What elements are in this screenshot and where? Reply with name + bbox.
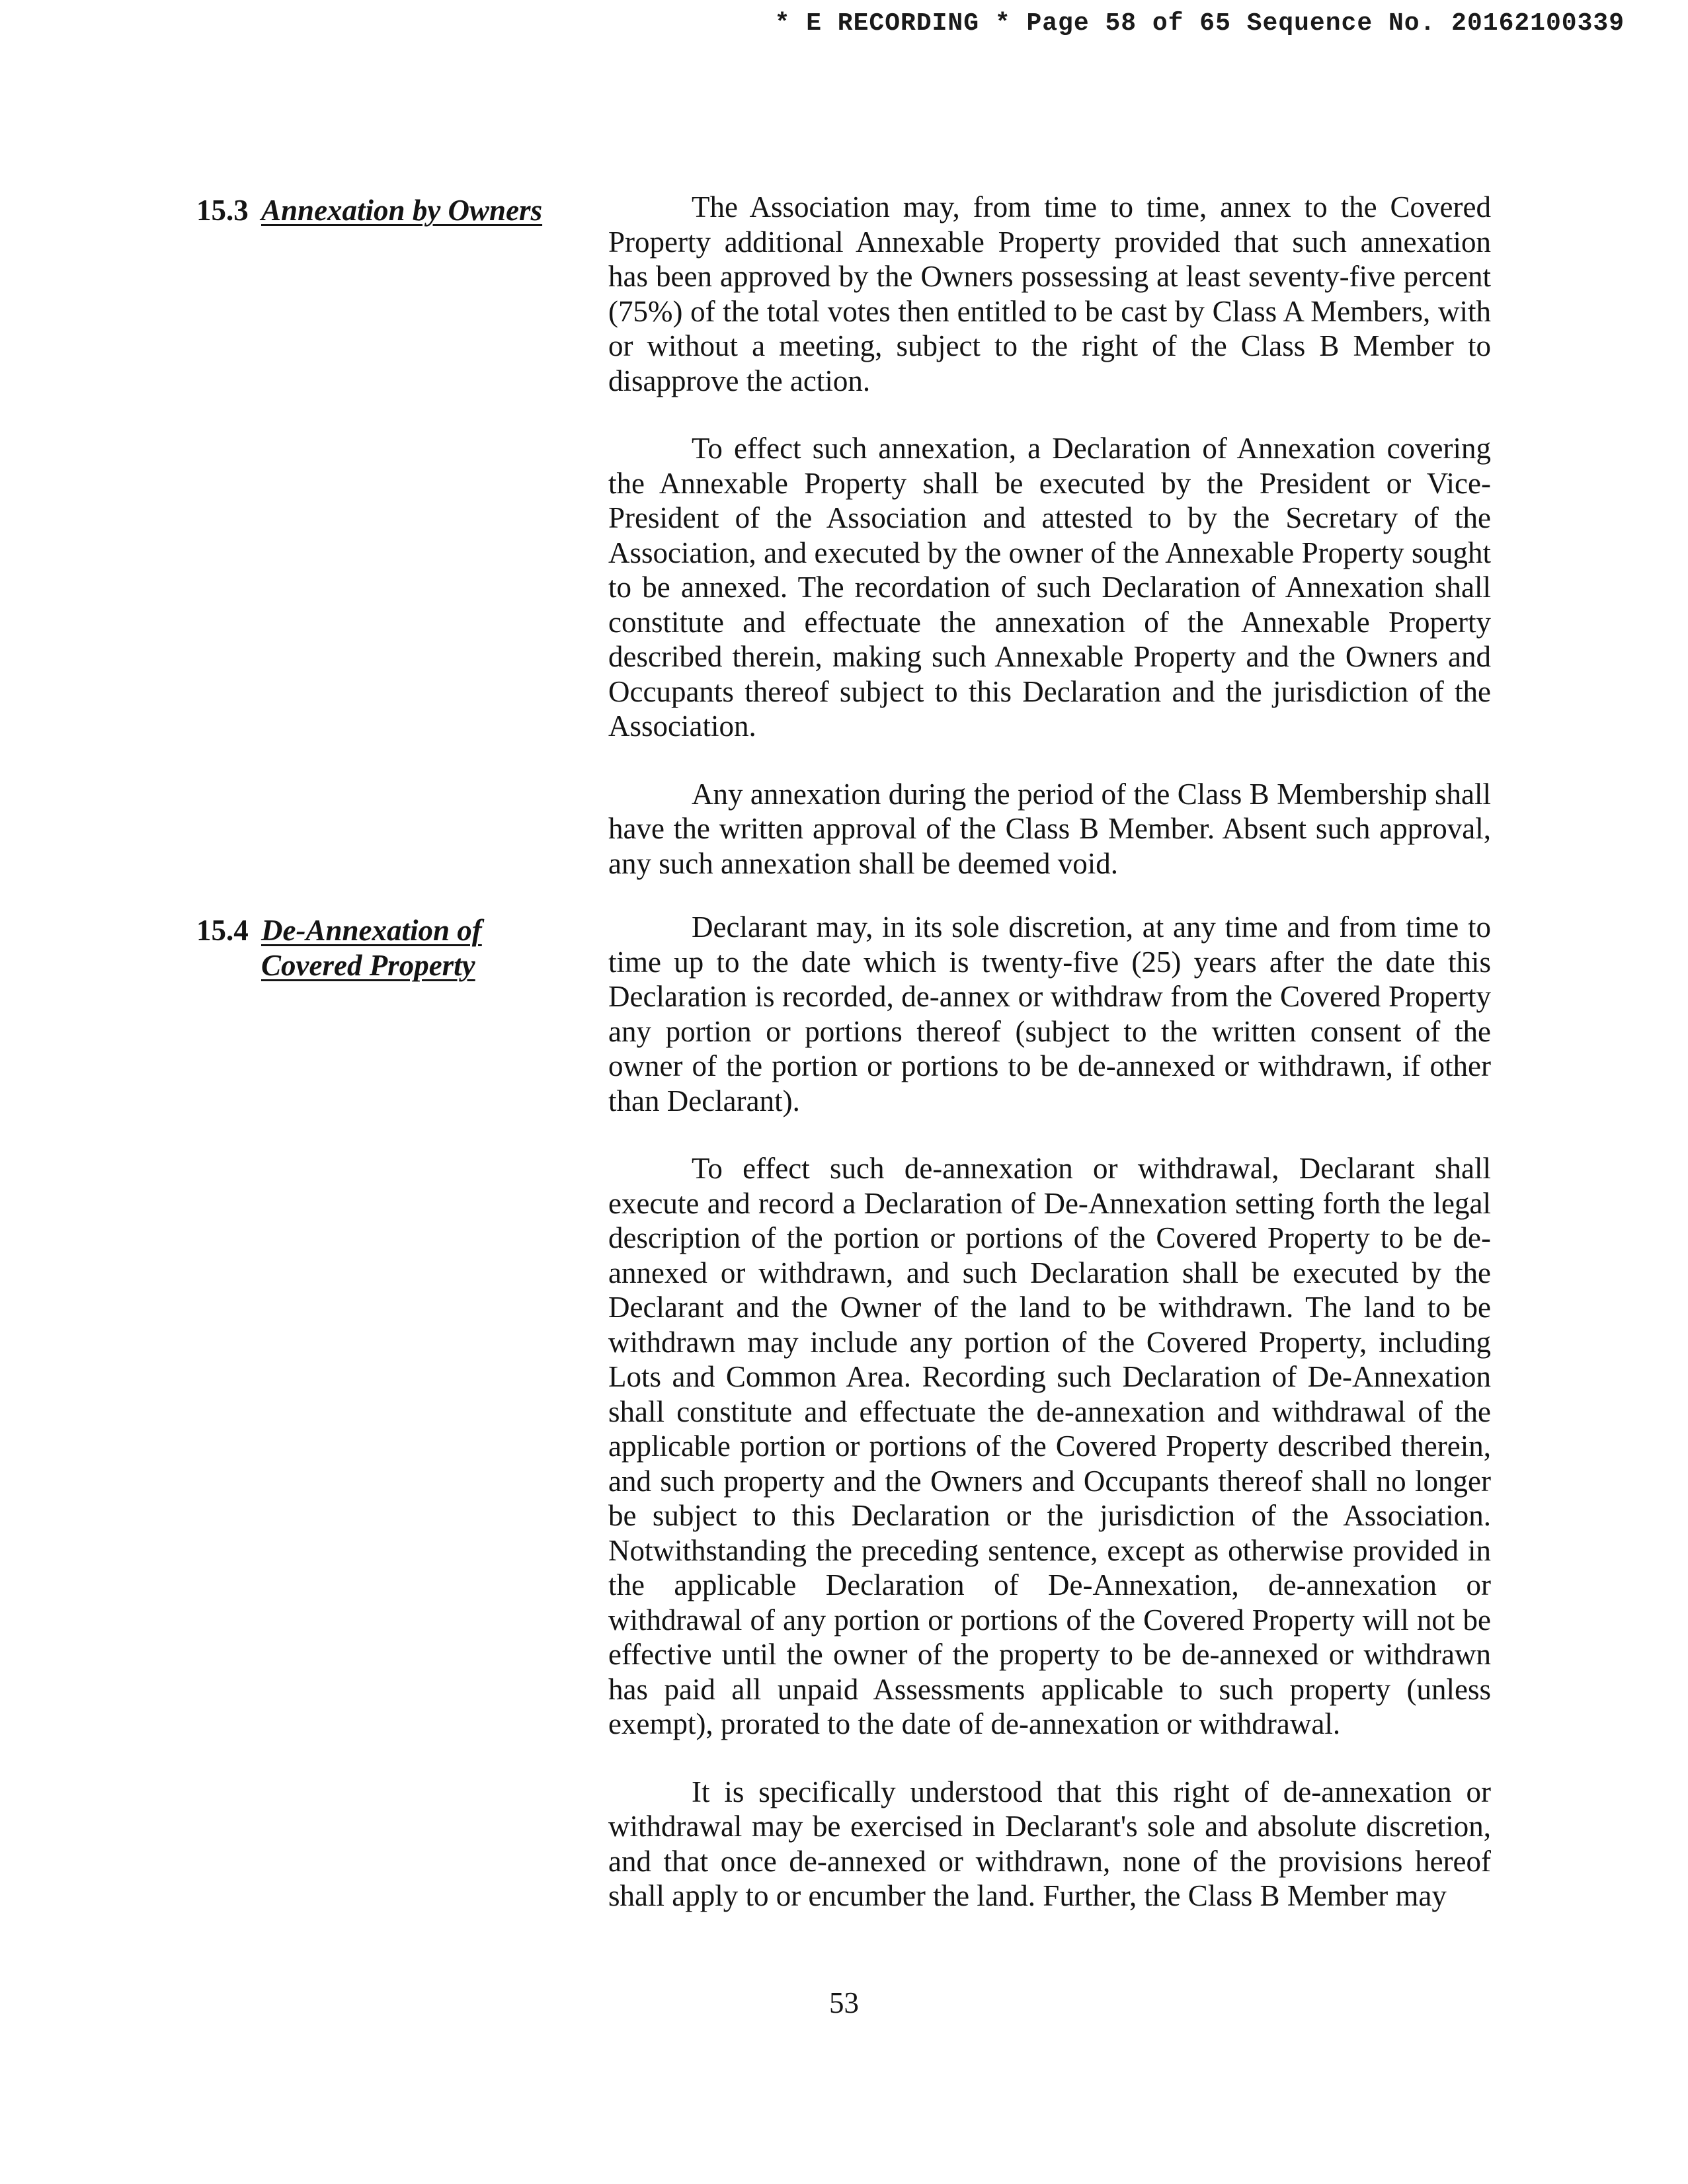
- section-title: Annexation by Owners: [261, 194, 543, 227]
- section-number: 15.3: [196, 194, 249, 227]
- paragraph: To effect such de-annexation or withdrawal, Declarant shall execute and record a Declaration of De-Annexation setting forth the legal description of the portion or portions of the Covered Property to be de-annexed or withdrawn, and such Declaration shall be executed by the Declarant and the Owner of the land to be withdrawn. The land to be withdrawn may include any portion of the Covered Property, including Lots and Common Area. Recording such Declaration of De-Annexation shall constitute and effectuate the de-annexation and withdrawal of the applicable portion or portions of the Covered Property described therein, and such property and the Owners and Occupants thereof shall no longer be subject to this Declaration or the jurisdiction of the Association. Notwithstanding the preceding sentence, except as otherwise provided in the applicable Declaration of De-Annexation, de-annexation or withdrawal of any portion or portions of the Covered Property will not be effective until the owner of the property to be de-annexed or withdrawn has paid all unpaid Assessments applicable to such property (unless exempt), prorated to the date of de-annexation or withdrawal.: [608, 1152, 1491, 1740]
- paragraph: It is specifically understood that this right of de-annexation or withdrawal may be exercised in Declarant's sole and absolute discretion, and that once de-annexed or withdrawn, none of the provisions hereof shall apply to or encumber the land. Further, the Class B Member may: [608, 1775, 1491, 1912]
- section-number: 15.4: [196, 914, 249, 947]
- section-heading-15-4: [196, 913, 567, 983]
- paragraph: Declarant may, in its sole discretion, at any time and from time to time up to the date which is twenty-five (25) years after the date this Declaration is recorded, de-annex or withdraw from the Covered Property any portion or portions thereof (subject to the written consent of the owner of the portion or portions to be de-annexed or withdrawn, if other than Declarant).: [608, 910, 1491, 1117]
- section-title-line2: Covered Property: [261, 949, 475, 982]
- page-number: 53: [829, 1986, 859, 2019]
- paragraph: To effect such annexation, a Declaration of Annexation covering the Annexable Property shall be executed by the President or Vice-President of the Association and attested to by the Secretary of the Association, and executed by the owner of the Annexable Property sought to be annexed. The recordation of such Declaration of Annexation shall constitute and effectuate the annexation of the Annexable Property described therein, making such Annexable Property and the Owners and Occupants thereof subject to this Declaration and the jurisdiction of the Association.: [608, 432, 1491, 743]
- section-body-15-4: [608, 910, 1491, 1914]
- section-title: De-Annexation of: [261, 914, 482, 947]
- section-heading-15-3: [196, 193, 567, 228]
- section-body-15-3: [608, 190, 1491, 881]
- paragraph: Any annexation during the period of the Class B Membership shall have the written approval of the Class B Member. Absent such approval, any such annexation shall be deemed void.: [608, 777, 1491, 880]
- paragraph: The Association may, from time to time, annex to the Covered Property additional Annexable Property provided that such annexation has been approved by the Owners possessing at least seventy-five percent (75%) of the total votes then entitled to be cast by Class A Members, with or without a meeting, subject to the right of the Class B Member to disapprove the action.: [608, 190, 1491, 397]
- recording-header: * E RECORDING * Page 58 of 65 Sequence No. 20162100339: [774, 9, 1625, 38]
